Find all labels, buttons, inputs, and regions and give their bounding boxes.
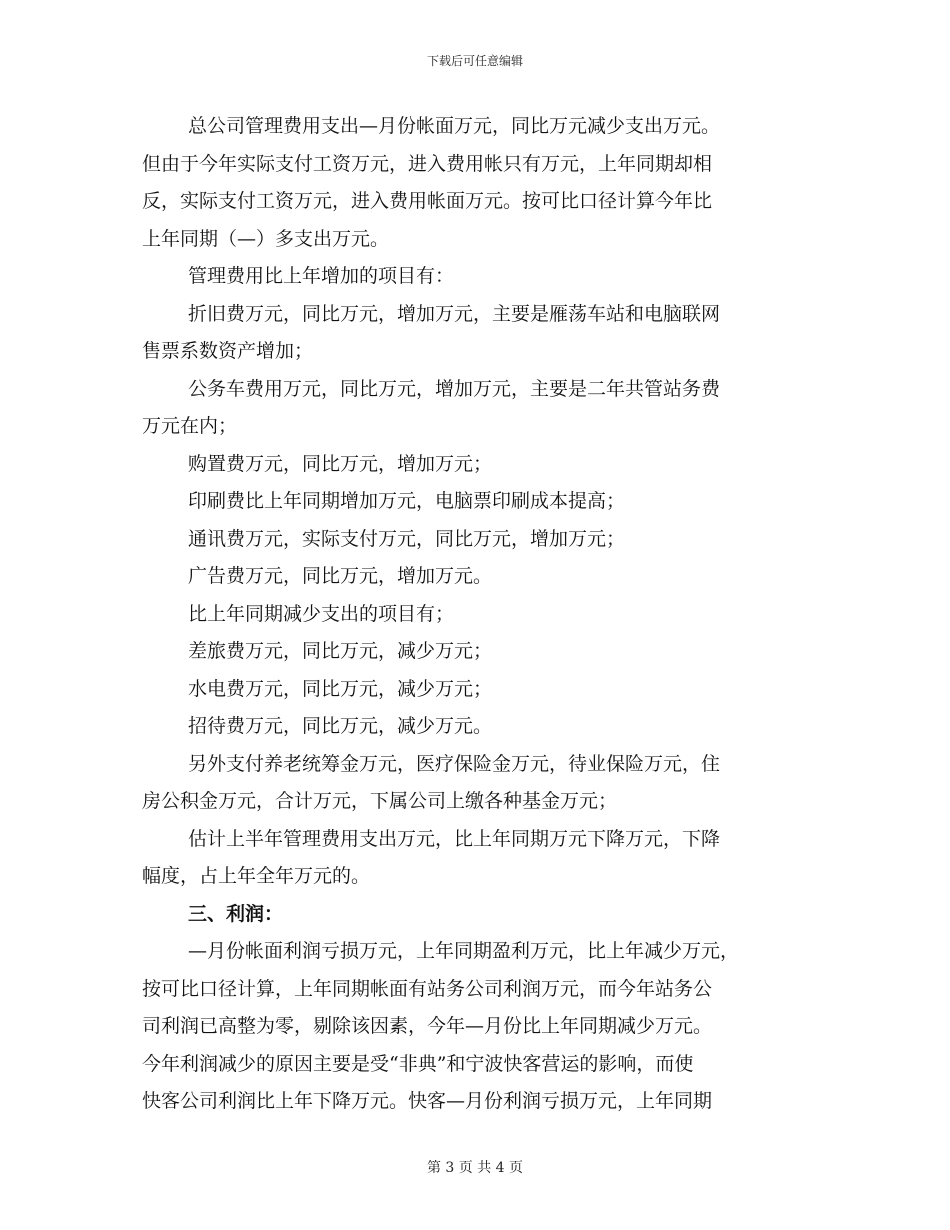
page-footer: 第 3 页 共 4 页: [426, 1160, 524, 1176]
paragraph-line: 售票系数资产增加；: [142, 340, 314, 362]
paragraph-line: 但由于今年实际支付工资万元，进入费用帐只有万元，上年同期却相: [142, 152, 713, 175]
section-heading: 三、利润：: [188, 902, 284, 925]
paragraph-line: 估计上半年管理费用支出万元，比上年同期万元下降万元，下降: [188, 827, 721, 850]
paragraph-line: 司利润已高整为零，剔除该因素，今年—月份比上年同期减少万元。: [142, 1015, 713, 1037]
paragraph-line: 按可比口径计算，上年同期帐面有站务公司利润万元，而今年站务公: [142, 977, 713, 1000]
document-body: [142, 108, 808, 1121]
paragraph-line: 管理费用比上年增加的项目有：: [188, 265, 455, 287]
paragraph-line: 反，实际支付工资万元，进入费用帐面万元。按可比口径计算今年比: [142, 190, 713, 212]
paragraph-line: 比上年同期减少支出的项目有；: [188, 602, 455, 625]
paragraph-line: 房公积金万元，合计万元，下属公司上缴各种基金万元；: [142, 790, 618, 812]
paragraph-line: 万元在内；: [142, 415, 238, 437]
paragraph-line: 另外支付养老统筹金万元，医疗保险金万元，待业保险万元，住: [188, 752, 721, 775]
paragraph-line: 印刷费比上年同期增加万元，电脑票印刷成本提高；: [188, 490, 626, 512]
paragraph-line: 今年利润减少的原因主要是受“非典”和宁波快客营运的影响，而使: [142, 1052, 694, 1075]
paragraph-line: 快客公司利润比上年下降万元。快客—月份利润亏损万元，上年同期: [142, 1090, 713, 1112]
paragraph-line: 差旅费万元，同比万元，减少万元；: [188, 640, 493, 662]
paragraph-line: 公务车费用万元，同比万元，增加万元，主要是二年共管站务费: [188, 377, 721, 400]
paragraph-line: 总公司管理费用支出—月份帐面万元，同比万元减少支出万元。: [188, 115, 721, 137]
paragraph-line: 广告费万元，同比万元，增加万元。: [188, 565, 493, 587]
paragraph-line: 幅度，占上年全年万元的。: [142, 865, 371, 887]
paragraph-line: 水电费万元，同比万元，减少万元；: [188, 677, 493, 700]
paragraph-line: 折旧费万元，同比万元，增加万元，主要是雁荡车站和电脑联网: [188, 302, 721, 325]
paragraph-line: 通讯费万元，实际支付万元，同比万元，增加万元；: [188, 527, 626, 550]
page-header: 下载后可任意编辑: [426, 54, 523, 68]
paragraph-line: —月份帐面利润亏损万元，上年同期盈利万元，比上年减少万元，: [188, 940, 740, 962]
paragraph-line: 购置费万元，同比万元，增加万元；: [188, 452, 493, 475]
paragraph-line: 上年同期（—）多支出万元。: [142, 227, 390, 250]
paragraph-line: 招待费万元，同比万元，减少万元。: [188, 715, 493, 737]
